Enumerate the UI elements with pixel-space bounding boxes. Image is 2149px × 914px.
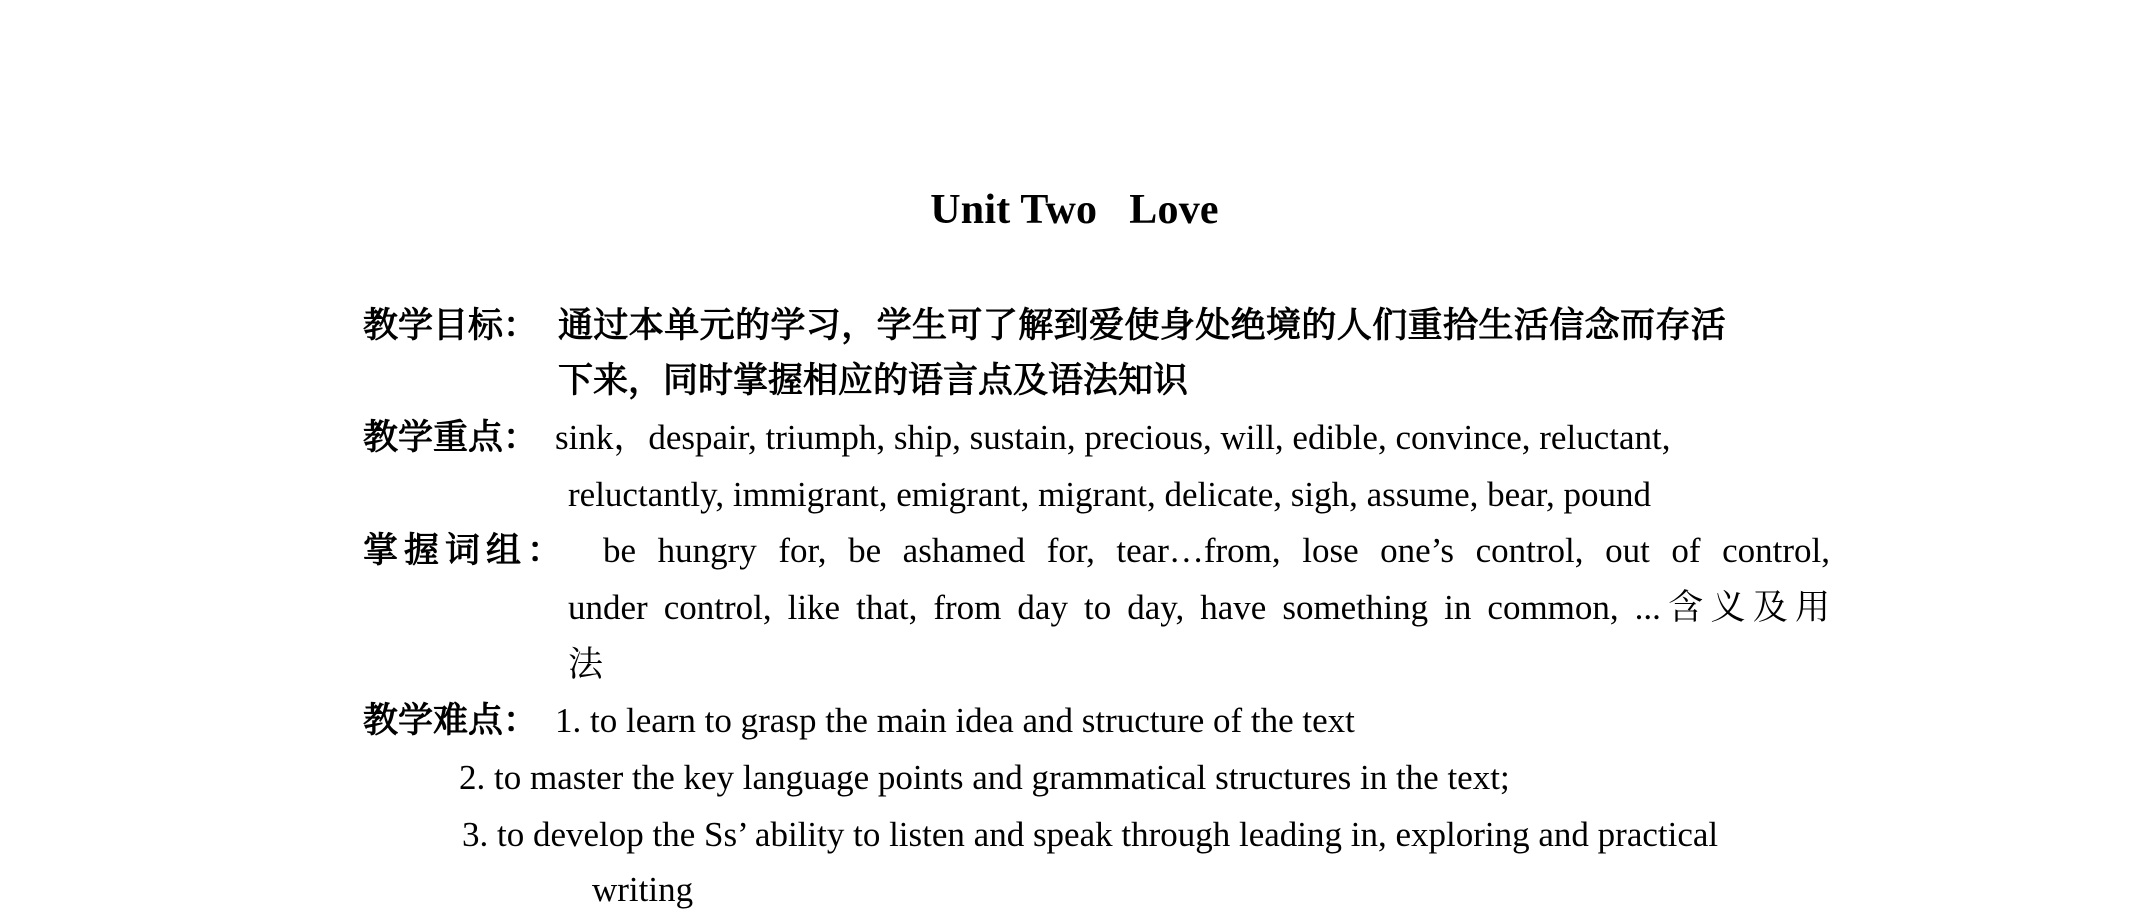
phrases-line-2: under control, like that, from day to day, have something in common, ...含义及用 [568, 588, 1830, 627]
objectives-line-1: 通过本单元的学习，学生可了解到爱使身处绝境的人们重拾生活信念而存活 [558, 306, 1727, 345]
phrases-line-3: 法 [568, 645, 604, 684]
key-points-line-2: reluctantly, immigrant, emigrant, migrant, delicate, sigh, assume, bear, pound [568, 475, 1651, 514]
difficulty-item-1: 1. to learn to grasp the main idea and structure of the text [555, 701, 1355, 740]
page-title: Unit Two Love [930, 187, 1219, 233]
difficulties-label: 教学难点： [363, 701, 539, 740]
key-points-label: 教学重点： [363, 418, 539, 457]
difficulty-item-3-line-1: 3. to develop the Ss’ ability to listen and speak through leading in, exploring and practical [462, 815, 1719, 854]
phrases-line-1: be hungry for, be ashamed for, tear…from, lose one’s control, out of control, [603, 531, 1830, 570]
phrases-label: 掌握词组： [363, 531, 569, 570]
difficulty-item-2: 2. to master the key language points and grammatical structures in the text; [459, 758, 1510, 797]
key-points-line-1: sink，despair, triumph, ship, sustain, precious, will, edible, convince, reluctant, [555, 418, 1671, 457]
objectives-label: 教学目标： [363, 306, 539, 345]
difficulty-item-3-line-2: writing [592, 870, 694, 909]
objectives-line-2: 下来，同时掌握相应的语言点及语法知识 [558, 361, 1189, 400]
